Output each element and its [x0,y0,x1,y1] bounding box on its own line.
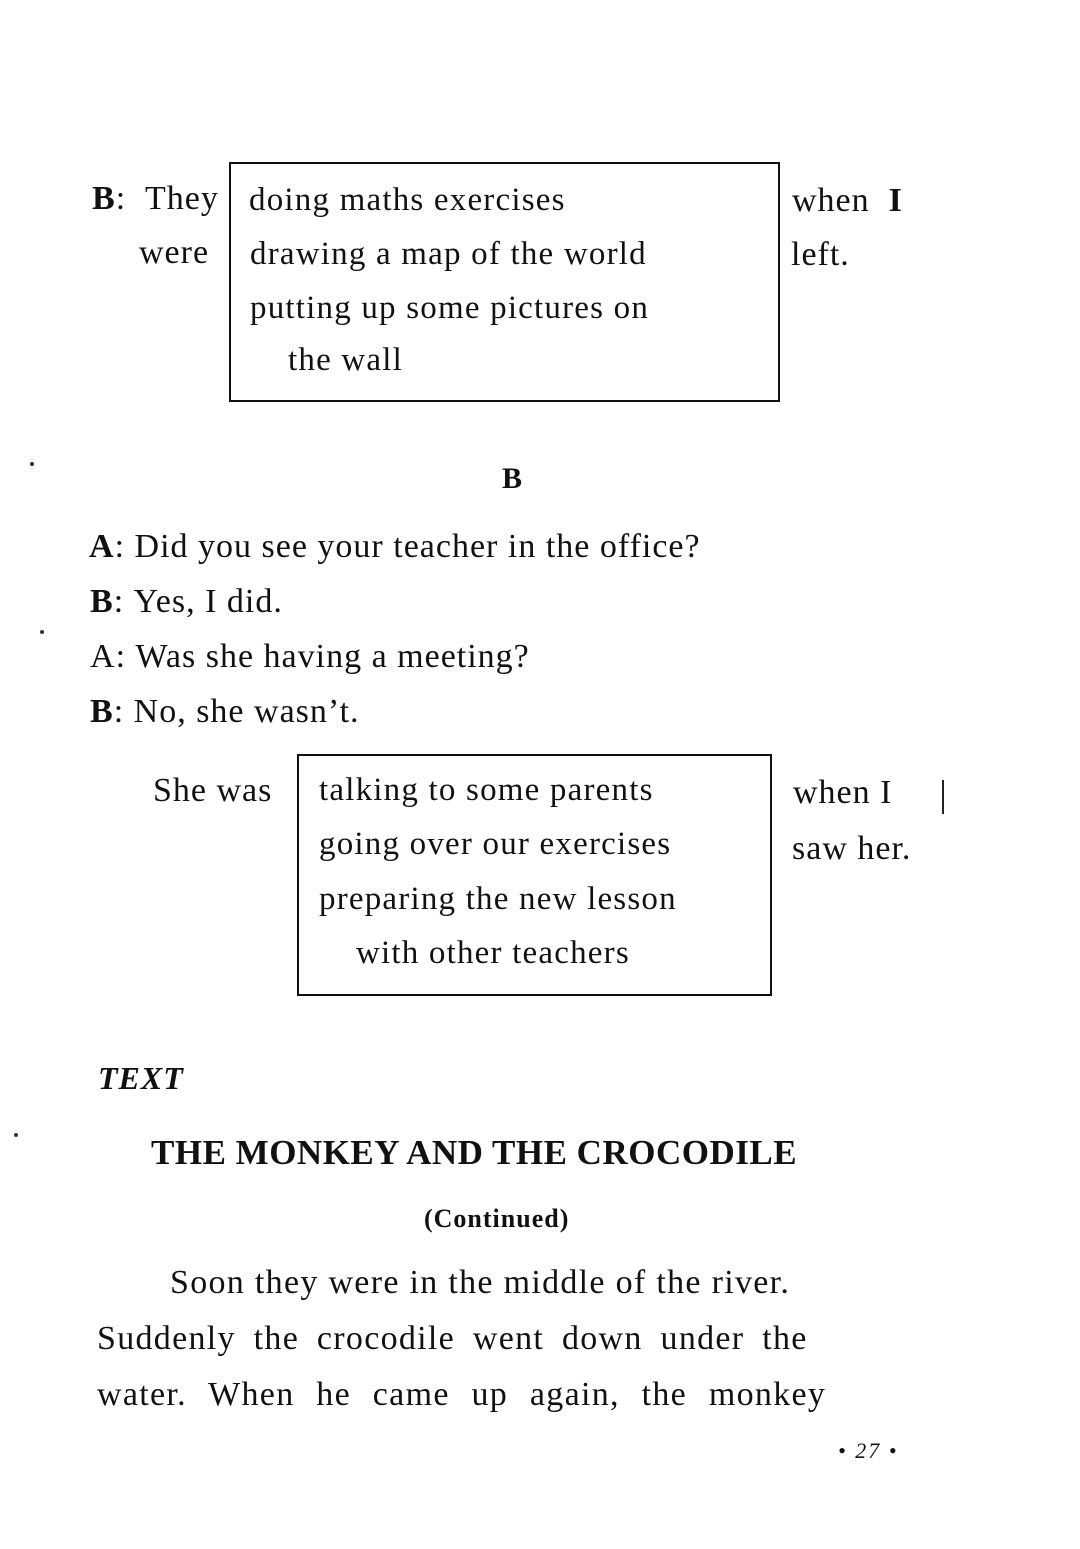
page-number: • 27 • [838,1438,899,1463]
dialogue-line: B: No, she wasn’t. [90,693,360,730]
table-tail-top: when I [792,182,903,219]
option-item: the wall [288,342,403,378]
story-subtitle: (Continued) [424,1204,570,1233]
dialogue-line: A: Was she having a meeting? [90,638,530,675]
table-tail-bottom: left. [791,236,850,273]
scan-speck [30,462,34,466]
option-item: drawing a map of the world [250,236,647,272]
option-item: with other teachers [356,935,630,971]
option-item: going over our exercises [319,826,672,862]
margin-bar [942,780,944,814]
table-lead: She was [153,772,273,809]
story-title: THE MONKEY AND THE CROCODILE [151,1133,798,1172]
paragraph-line: water. When he came up again, the monkey [97,1376,827,1413]
paragraph-line: Soon they were in the middle of the river. [170,1264,791,1301]
table-tail-top: when I [793,774,893,811]
paragraph-line: Suddenly the crocodile went down under the [97,1320,808,1357]
dialogue-line: A: Did you see your teacher in the office? [89,528,701,565]
table-lead-bottom: were [139,234,210,271]
scan-speck [40,630,44,634]
scan-speck [14,1133,18,1137]
table-tail-bottom: saw her. [792,830,912,867]
option-item: putting up some pictures on [250,290,650,326]
section-label: TEXT [98,1060,184,1096]
option-item: preparing the new lesson [319,881,677,917]
speaker-label: B: [92,180,127,217]
option-item: doing maths exercises [249,182,566,218]
section-heading: B [502,462,523,495]
dialogue-line: B: Yes, I did. [90,583,283,620]
option-item: talking to some parents [319,772,654,808]
table-lead-top: They [145,180,219,217]
